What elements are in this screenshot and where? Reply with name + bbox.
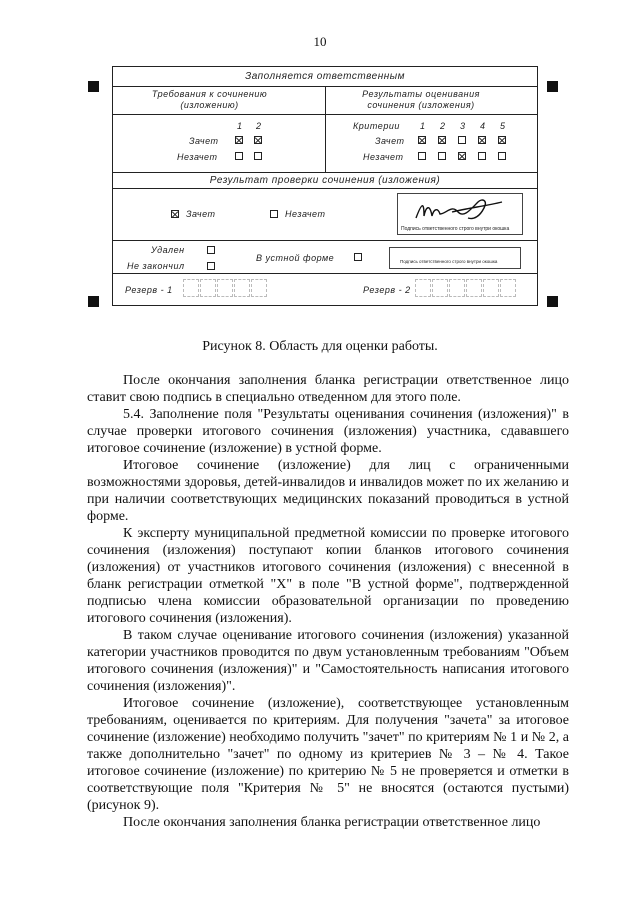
- result-zachet-checkbox[interactable]: [171, 210, 179, 218]
- paragraph: Итоговое сочинение (изложение), соответствующее установленным требованиям, оценивается по критериям. Для получения "зачета" за итоговое сочинение (изложение) необходимо получить "зачет" по критериям № 1 и № 2, а также дополнительно "зачет" по одному из критериев № 3 – № 4. Такое итоговое сочинение (изложение) по критерию № 5 не проверяется и отметки в соответствующие поля "Критерия № 5" не вносятся (остаются пустыми) (рисунок 9).: [87, 696, 569, 813]
- oral-form-label: В устной форме: [256, 253, 335, 263]
- paragraph: К эксперту муниципальной предметной комиссии по проверке итогового сочинения (изложения) поступают копии бланков итогового сочинения (изложения) от участников итогового сочинения (изложения) с внесенной в бланк регистрации отметкой "X" в поле "В устной форме", подтвержденной подписью члена комиссии образовательной организации по проведению итогового сочинения (изложения).: [87, 526, 569, 626]
- divider: [325, 115, 326, 173]
- titles-row: [113, 87, 537, 115]
- removed-checkbox[interactable]: [207, 246, 215, 254]
- corner-marker: [88, 81, 99, 92]
- req-1-nezachet-checkbox[interactable]: [235, 152, 243, 160]
- crit-number-3: 3: [460, 121, 466, 131]
- crit-number-5: 5: [500, 121, 506, 131]
- not-finished-checkbox[interactable]: [207, 262, 215, 270]
- signature-icon: [408, 196, 508, 224]
- crit-2-nezachet-checkbox[interactable]: [438, 152, 446, 160]
- not-finished-label: Не закончил: [127, 261, 185, 271]
- paragraph: 5.4. Заполнение поля "Результаты оценивания сочинения (изложения)" в случае проверки итогового сочинения (изложения) участника, сдававшего итоговое сочинение (изложение) в устной форме.: [87, 407, 569, 456]
- status-row: [113, 241, 537, 274]
- result-nezachet-checkbox[interactable]: [270, 210, 278, 218]
- result-zachet-label: Зачет: [186, 209, 216, 219]
- evaluation-form: [112, 66, 538, 306]
- checkbox-section: [113, 115, 537, 173]
- crit-3-nezachet-checkbox[interactable]: [458, 152, 466, 160]
- check-result-title: Результат проверки сочинения (изложения): [113, 173, 537, 189]
- oral-signature-caption: Подпись ответственного строго внутри окошка: [400, 259, 498, 264]
- reserve-2-field[interactable]: [415, 279, 517, 297]
- req-nezachet-label: Незачет: [177, 152, 218, 162]
- crit-nezachet-label: Незачет: [363, 152, 404, 162]
- crit-1-zachet-checkbox[interactable]: [418, 136, 426, 144]
- crit-4-nezachet-checkbox[interactable]: [478, 152, 486, 160]
- crit-1-nezachet-checkbox[interactable]: [418, 152, 426, 160]
- body-text: [87, 372, 569, 831]
- crit-2-zachet-checkbox[interactable]: [438, 136, 446, 144]
- oral-signature-box[interactable]: [389, 247, 521, 269]
- crit-3-zachet-checkbox[interactable]: [458, 136, 466, 144]
- paragraph: В таком случае оценивание итогового сочинения (изложения) указанной категории участников проводится по двум установленным требованиям "Объем итогового сочинения (изложения)" и "Самостоятельность написания итогового сочинения (изложения)".: [87, 628, 569, 694]
- req-2-nezachet-checkbox[interactable]: [254, 152, 262, 160]
- divider: [325, 87, 326, 115]
- crit-zachet-label: Зачет: [375, 136, 405, 146]
- corner-marker: [88, 296, 99, 307]
- crit-number-4: 4: [480, 121, 486, 131]
- reserve-row: [113, 274, 537, 305]
- req-zachet-label: Зачет: [189, 136, 219, 146]
- req-number-2: 2: [256, 121, 262, 131]
- reserve-1-field[interactable]: [183, 279, 268, 297]
- crit-number-1: 1: [420, 121, 426, 131]
- reserve-2-label: Резерв - 2: [363, 285, 411, 295]
- req-2-zachet-checkbox[interactable]: [254, 136, 262, 144]
- req-number-1: 1: [237, 121, 243, 131]
- results-title: Результаты оценивания сочинения (изложения): [362, 89, 480, 110]
- signature-box[interactable]: [397, 193, 523, 235]
- result-row: [113, 189, 537, 241]
- requirements-title: Требования к сочинению (изложению): [151, 89, 268, 110]
- criteria-label: Критерии: [353, 121, 400, 131]
- oral-form-checkbox[interactable]: [354, 253, 362, 261]
- result-nezachet-label: Незачет: [285, 209, 326, 219]
- corner-marker: [547, 296, 558, 307]
- signature-caption: Подпись ответственного строго внутри окошка: [401, 226, 510, 232]
- crit-5-zachet-checkbox[interactable]: [498, 136, 506, 144]
- page-number: 10: [313, 34, 327, 49]
- crit-4-zachet-checkbox[interactable]: [478, 136, 486, 144]
- paragraph: Итоговое сочинение (изложение) для лиц с ограниченными возможностями здоровья, детей-инвалидов и инвалидов может по их желанию и при наличии соответствующих медицинских показаний проводиться в устной форме.: [87, 458, 569, 524]
- form-header: Заполняется ответственным: [113, 67, 537, 87]
- figure-caption: Рисунок 8. Область для оценки работы.: [202, 339, 438, 354]
- corner-marker: [547, 81, 558, 92]
- req-1-zachet-checkbox[interactable]: [235, 136, 243, 144]
- paragraph: После окончания заполнения бланка регистрации ответственное лицо: [123, 815, 541, 830]
- crit-5-nezachet-checkbox[interactable]: [498, 152, 506, 160]
- reserve-1-label: Резерв - 1: [125, 285, 173, 295]
- removed-label: Удален: [151, 245, 185, 255]
- crit-number-2: 2: [440, 121, 446, 131]
- paragraph: После окончания заполнения бланка регистрации ответственное лицо ставит свою подпись в специально отведенном для этого поле.: [87, 373, 569, 405]
